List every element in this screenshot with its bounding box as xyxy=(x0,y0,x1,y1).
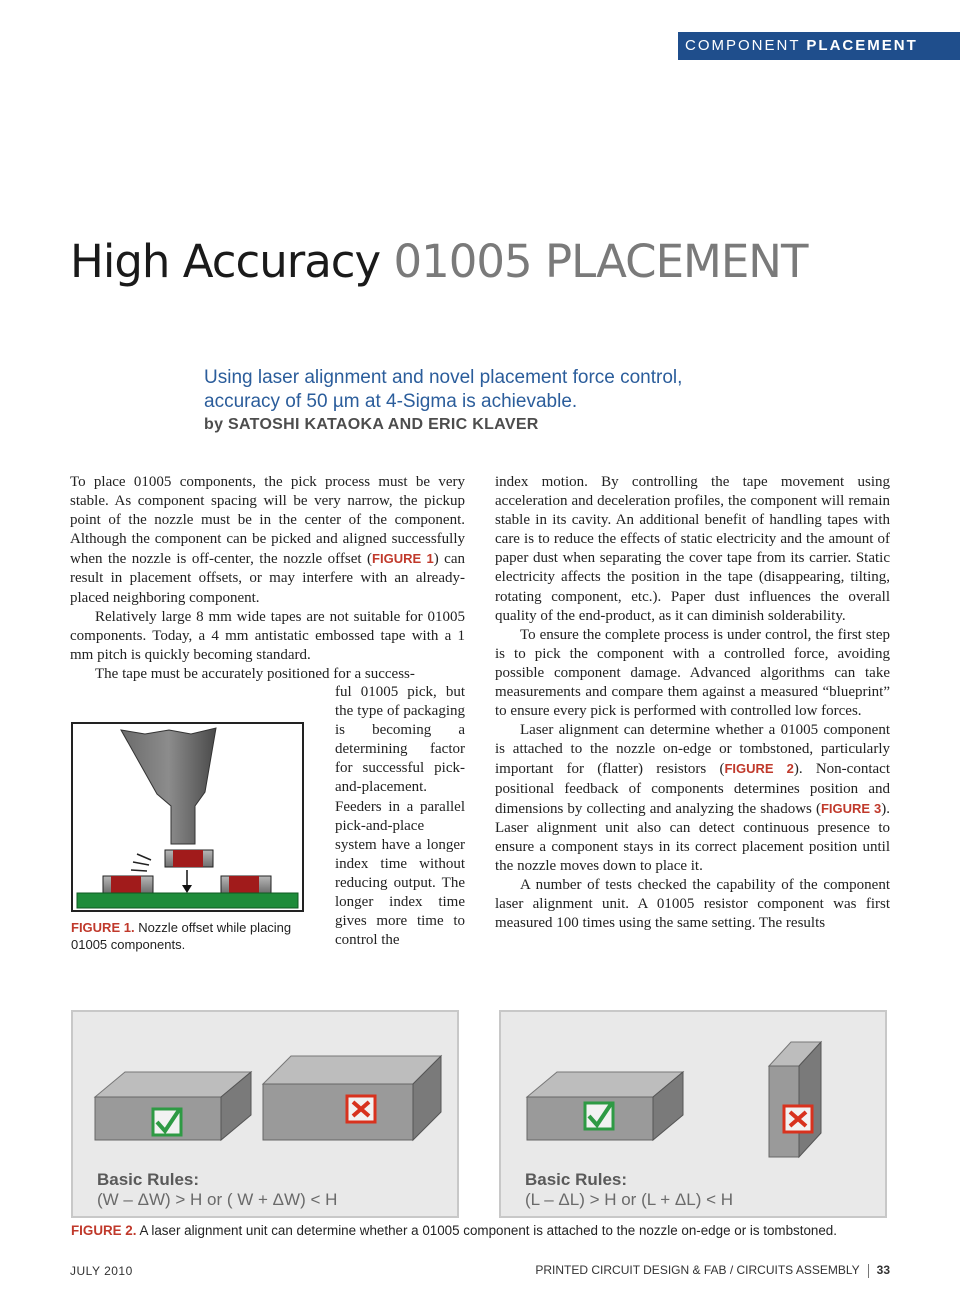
check-icon xyxy=(585,1103,613,1129)
body-paragraph: The tape must be accurately positioned for a success- xyxy=(95,665,415,682)
body-paragraph: To place 01005 components, the pick process must be very stable. As component spacing will be very narrow, the pickup point of the nozzle must be in the center of the component. Although the component can be picked and aligned successfully when the nozzle is off-center, the nozzle offset (FIGURE 1) can result in placement offsets, or may interfere with an already-placed neighboring component. xyxy=(70,474,465,606)
figure-1-illustration xyxy=(71,722,304,912)
publication-name: PRINTED CIRCUIT DESIGN & FAB / CIRCUITS ASSEMBLY xyxy=(535,1263,860,1277)
flat-vs-tombstone-blocks xyxy=(501,1012,885,1162)
figure-2-caption: FIGURE 2. A laser alignment unit can determine whether a 01005 component is attached to the nozzle on-edge or is tombstoned. xyxy=(71,1223,837,1238)
body-paragraph: Laser alignment can determine whether a 01005 component is attached to the nozzle on-edge or tombstoned, particularly important for (flatter) resistors (FIGURE 2). Non-contact positional feedback of components determines position and dimensions by collecting and analyzing the shadows (FIGURE 3). Laser alignment unit also can detect continuous presence to ensure a component stays in its correct placement position until the nozzle moves down to place it. xyxy=(495,722,890,874)
nozzle-offset-diagram xyxy=(73,724,302,910)
footer-divider xyxy=(868,1264,869,1278)
rules-formula: (L – ΔL) > H or (L + ΔL) < H xyxy=(525,1190,734,1209)
figure-reference: FIGURE 3 xyxy=(820,800,882,816)
section-label-bold: PLACEMENT xyxy=(806,37,918,54)
deck-line-2: accuracy of 50 µm at 4-Sigma is achievable. xyxy=(204,391,578,412)
figure-reference: FIGURE 2 xyxy=(724,761,794,777)
body-paragraph: To ensure the complete process is under control, the first step is to pick the component with a controlled force, avoiding possible component damage. Advanced algorithms can take measurements and compare them against a measured “blueprint” to ensure every pick is performed with controlled low forces. xyxy=(495,626,890,720)
page-number: 33 xyxy=(876,1263,890,1277)
nozzle-shape xyxy=(121,728,216,844)
figure-reference: FIGURE 1 xyxy=(372,551,434,567)
check-icon xyxy=(153,1109,181,1135)
title-light-part: 01005 PLACEMENT xyxy=(393,235,808,288)
picked-component-body xyxy=(173,850,203,867)
flat-vs-edge-blocks xyxy=(73,1012,457,1162)
rules-formula: (W – ΔW) > H or ( W + ΔW) < H xyxy=(97,1190,338,1209)
circuit-board xyxy=(77,893,298,908)
body-paragraph: index motion. By controlling the tape movement using acceleration and deceleration profiles, the component will remain stable in its cavity. An additional benefit of handling tapes with care is to reduce the effects of static electricity and the amount of paper dust when separating the cover tape from its carrier. Static electricity affects the position in the tape (disappearing, tilting, rotating component, etc.). Paper dust influences the overall quality of the end-product, as it can diminish solderability. xyxy=(495,474,890,624)
body-column-1 xyxy=(70,473,465,684)
figure-label: FIGURE 2. xyxy=(71,1223,137,1238)
cross-icon xyxy=(347,1096,375,1122)
rules-title: Basic Rules: xyxy=(525,1170,628,1189)
figure-label: FIGURE 1. xyxy=(71,920,135,935)
article-deck xyxy=(204,366,764,414)
body-paragraph: Relatively large 8 mm wide tapes are not suitable for 01005 components. Today, a 4 mm antistatic embossed tape with a 1 mm pitch is quickly becoming standard. xyxy=(70,608,465,663)
article-title xyxy=(70,232,807,292)
figure-1-caption: FIGURE 1. Nozzle offset while placing 01005 components. xyxy=(71,920,292,952)
figure-2-right-panel xyxy=(499,1010,887,1218)
body-paragraph-continued: ful 01005 pick, but the type of packaging is becoming a determining factor for successful pick-and-placement. Feeders in a parallel pick-and-place system have a longer index time without reducing output. The longer index time gives more time to control the xyxy=(335,684,465,949)
body-paragraph: A number of tests checked the capability of the component laser alignment unit. A 01005 resistor component was first measured 100 times using the same setting. The results xyxy=(495,876,890,932)
section-tab xyxy=(678,32,960,60)
title-dark-part: High Accuracy xyxy=(70,235,394,288)
figure-2-left-panel xyxy=(71,1010,459,1218)
footer-date: JULY 2010 xyxy=(70,1264,133,1278)
cross-icon xyxy=(784,1106,812,1132)
section-label: COMPONENT xyxy=(685,37,807,54)
byline: by SATOSHI KATAOKA AND ERIC KLAVER xyxy=(204,416,539,433)
body-column-1-wrap xyxy=(335,683,465,950)
rules-title: Basic Rules: xyxy=(97,1170,200,1189)
footer-publication xyxy=(535,1263,890,1278)
deck-line-1: Using laser alignment and novel placement force control, xyxy=(204,367,683,388)
body-column-2 xyxy=(495,473,890,933)
